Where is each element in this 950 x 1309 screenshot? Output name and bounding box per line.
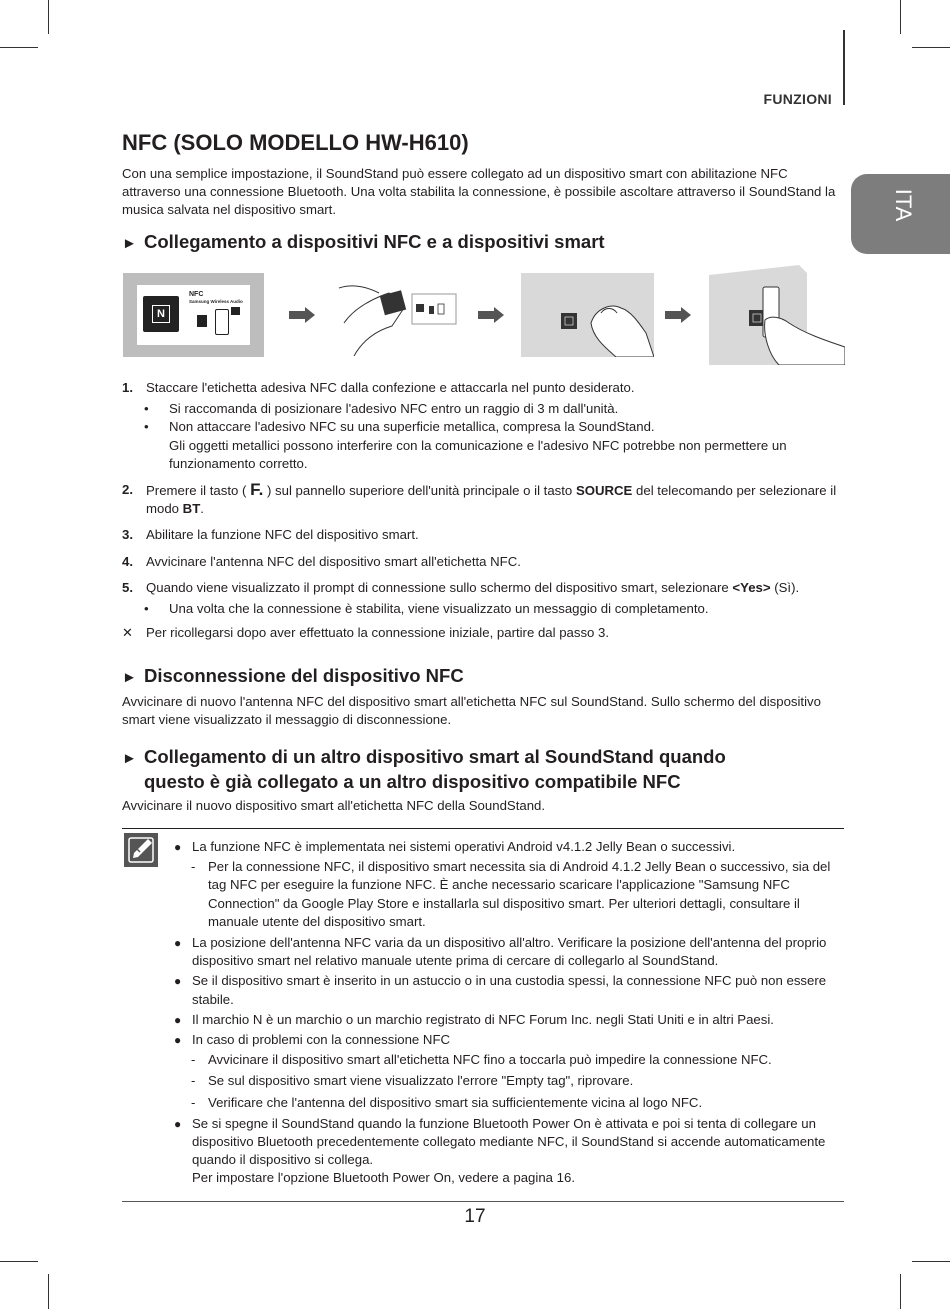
notes-list	[174, 838, 844, 1190]
step-item	[122, 553, 844, 571]
note-text: Se si spegne il SoundStand quando la funzione Bluetooth Power On è attivata e poi si tenta di collegare un dispositivo Bluetooth precedentemente collegato mediante NFC, il SoundStand si accende automaticamente quando il dispositivo si collega.	[192, 1115, 826, 1168]
note-item	[174, 838, 844, 856]
note-bullet: ●	[174, 1012, 182, 1027]
section-heading-text: Collegamento a dispositivi NFC e a dispositivi smart	[144, 231, 605, 252]
note-text-extra: Per impostare l'opzione Bluetooth Power On, vedere a pagina 16.	[192, 1170, 575, 1186]
section-heading-other-device	[122, 745, 844, 793]
crop-mark	[900, 1274, 901, 1309]
page-number: 17	[464, 1206, 486, 1227]
arrow-right-icon	[289, 307, 315, 323]
section-heading-disconnect	[122, 664, 844, 689]
crop-mark	[0, 47, 38, 48]
note-text: La posizione dell'antenna NFC varia da un dispositivo all'altro. Verificare la posizione dell'antenna del proprio dispositivo smart nel relativo manuale utente prima di cercare di collegarlo al SoundStand.	[192, 935, 827, 969]
language-tab	[851, 174, 950, 254]
bullet-text: Si raccomanda di posizionare l'adesivo NFC entro un raggio di 3 m dall'unità.	[169, 401, 619, 417]
step-text: Premere il tasto (	[146, 483, 247, 499]
section-rule	[843, 30, 845, 105]
phone-icon	[231, 307, 240, 315]
section-heading-text: Collegamento di un altro dispositivo smart al SoundStand quando	[144, 746, 726, 767]
step-number: 3.	[122, 527, 133, 543]
section-header: FUNZIONI	[763, 91, 832, 107]
step-number: 4.	[122, 553, 133, 569]
note-item	[174, 972, 844, 1008]
sticker-subtitle: Samsung Wireless Audio	[189, 299, 243, 304]
step-item	[122, 526, 844, 544]
nfc-sticker-illustration	[123, 273, 264, 357]
section-heading-text: Disconnessione del dispositivo NFC	[144, 665, 464, 686]
crop-mark	[912, 47, 950, 48]
note-item	[174, 1115, 844, 1188]
note-text: Il marchio N è un marchio o un marchio registrato di NFC Forum Inc. negli Stati Uniti e in altri Paesi.	[192, 1011, 774, 1027]
bullet-dot: •	[144, 419, 149, 435]
note-item	[174, 1031, 844, 1049]
step-item	[122, 579, 844, 618]
arrow-right-icon	[478, 307, 504, 323]
reconnect-note	[122, 624, 844, 642]
crop-mark	[912, 1261, 950, 1262]
bullet-item	[122, 418, 844, 473]
steps-list	[122, 379, 844, 642]
note-mark-icon: ✕	[122, 625, 134, 641]
source-key-icon: F.	[250, 480, 264, 500]
step-text: Abilitare la funzione NFC del dispositivo smart.	[146, 527, 419, 543]
notes-box	[122, 828, 844, 1202]
nfc-n-mark: N	[152, 305, 170, 323]
note-dash: -	[191, 1073, 196, 1089]
note-bullet: ●	[174, 1116, 182, 1131]
note-pencil-icon	[124, 833, 158, 867]
note-dash: -	[191, 1052, 196, 1068]
triangle-bullet-icon: ►	[122, 750, 137, 767]
note-text: Se il dispositivo smart è inserito in un astuccio o in una custodia spessi, la connessione NFC può non essere stabile.	[192, 973, 827, 1007]
note-subtext: Verificare che l'antenna del dispositivo smart sia sufficientemente vicina al logo NFC.	[208, 1094, 703, 1110]
triangle-bullet-icon: ►	[122, 235, 137, 252]
note-bullet: ●	[174, 1033, 182, 1048]
triangle-bullet-icon: ►	[122, 669, 137, 686]
bullet-item	[122, 400, 844, 418]
note-subtext: Se sul dispositivo smart viene visualizzato l'errore "Empty tag", riprovare.	[208, 1073, 634, 1089]
note-item	[174, 1011, 844, 1029]
note-dash: -	[191, 1094, 196, 1110]
step-text: Avvicinare l'antenna NFC del dispositivo smart all'etichetta NFC.	[146, 553, 521, 569]
note-subitem	[174, 1094, 844, 1112]
yes-option-label: <Yes>	[732, 579, 771, 595]
section-heading-connect	[122, 230, 844, 255]
note-bullet: ●	[174, 974, 182, 989]
bullet-dot: •	[144, 601, 149, 617]
note-bullet: ●	[174, 840, 182, 854]
note-subtext: Per la connessione NFC, il dispositivo smart necessita sia di Android 4.1.2 Jelly Bean o successivo, sia del tag NFC per eseguire la funzione NFC. È anche necessario scaricare l'applicazione "Samsung NFC Connection" da Google Play Store e installarla sul dispositivo smart. Per ulteriori dettagli, consultare il manuale utente del dispositivo smart.	[208, 859, 831, 929]
crop-mark	[48, 0, 49, 34]
note-text: Per ricollegarsi dopo aver effettuato la connessione iniziale, partire dal passo 3.	[146, 625, 610, 641]
note-subitem	[174, 1051, 844, 1069]
phone-icon	[215, 309, 229, 335]
step-text: Quando viene visualizzato il prompt di connessione sullo schermo del dispositivo smart, selezionare	[146, 579, 729, 595]
bullet-dot: •	[144, 401, 149, 417]
language-tab-label: ITA	[891, 188, 916, 222]
crop-mark	[0, 1261, 38, 1262]
step-item	[122, 379, 844, 473]
step-text: .	[200, 501, 204, 517]
note-subitem	[174, 1072, 844, 1090]
note-text: In caso di problemi con la connessione NFC	[192, 1032, 451, 1048]
intro-paragraph: Con una semplice impostazione, il SoundStand può essere collegato ad un dispositivo smart con abilitazione NFC attraverso una connessione Bluetooth. Una volta stabilita la connessione, è possibile ascoltare attraverso il SoundStand la musica salvata nel dispositivo smart.	[122, 166, 836, 218]
note-bullet: ●	[174, 936, 182, 951]
bullet-text: Non attaccare l'adesivo NFC su una superficie metallica, compresa la SoundStand.	[169, 419, 655, 435]
note-text: La funzione NFC è implementata nei sistemi operativi Android v4.1.2 Jelly Bean o successivi.	[192, 839, 736, 854]
phone-tap-icon	[197, 315, 207, 327]
step-number: 2.	[122, 482, 133, 498]
step-text: Staccare l'etichetta adesiva NFC dalla confezione e attaccarla nel punto desiderato.	[146, 380, 635, 395]
step-text: ) sul pannello superiore dell'unità principale o il tasto	[266, 483, 573, 499]
bullet-text-continued: Gli oggetti metallici possono interferire con la comunicazione e l'adesivo NFC potrebbe non permettere un funzionamento corretto.	[169, 437, 787, 471]
step-number: 1.	[122, 380, 133, 395]
note-dash: -	[191, 859, 196, 875]
source-key-label: SOURCE	[575, 483, 633, 499]
peel-sticker-illustration	[334, 268, 460, 356]
step-number: 5.	[122, 579, 133, 595]
other-device-paragraph: Avvicinare il nuovo dispositivo smart all'etichetta NFC della SoundStand.	[122, 798, 546, 813]
step-text: del telecomando per selezionare il modo	[146, 483, 837, 517]
arrow-right-icon	[665, 307, 691, 323]
note-subitem	[174, 858, 844, 931]
nfc-logo-icon	[143, 296, 179, 332]
disconnect-paragraph: Avvicinare di nuovo l'antenna NFC del dispositivo smart all'etichetta NFC sul SoundStand. Sullo schermo del dispositivo smart viene visualizzato il messaggio di disconnessione.	[122, 694, 821, 728]
bullet-text: Una volta che la connessione è stabilita, viene visualizzato un messaggio di completamento.	[169, 601, 709, 617]
crop-mark	[900, 0, 901, 34]
section-heading-text: questo è già collegato a un altro dispositivo compatibile NFC	[144, 771, 681, 792]
attach-sticker-illustration	[521, 273, 654, 357]
sticker-title: NFC	[189, 291, 204, 298]
crop-mark	[48, 1274, 49, 1309]
page-title: NFC (SOLO MODELLO HW-H610)	[122, 130, 469, 155]
note-item	[174, 934, 844, 970]
step-text: (Sì).	[774, 579, 800, 595]
bullet-item	[122, 600, 844, 618]
note-subtext: Avvicinare il dispositivo smart all'etichetta NFC fino a toccarla può impedire la connessione NFC.	[208, 1052, 772, 1068]
bt-mode-label: BT	[182, 501, 201, 517]
step-item	[122, 481, 844, 518]
tap-phone-illustration	[709, 265, 845, 365]
